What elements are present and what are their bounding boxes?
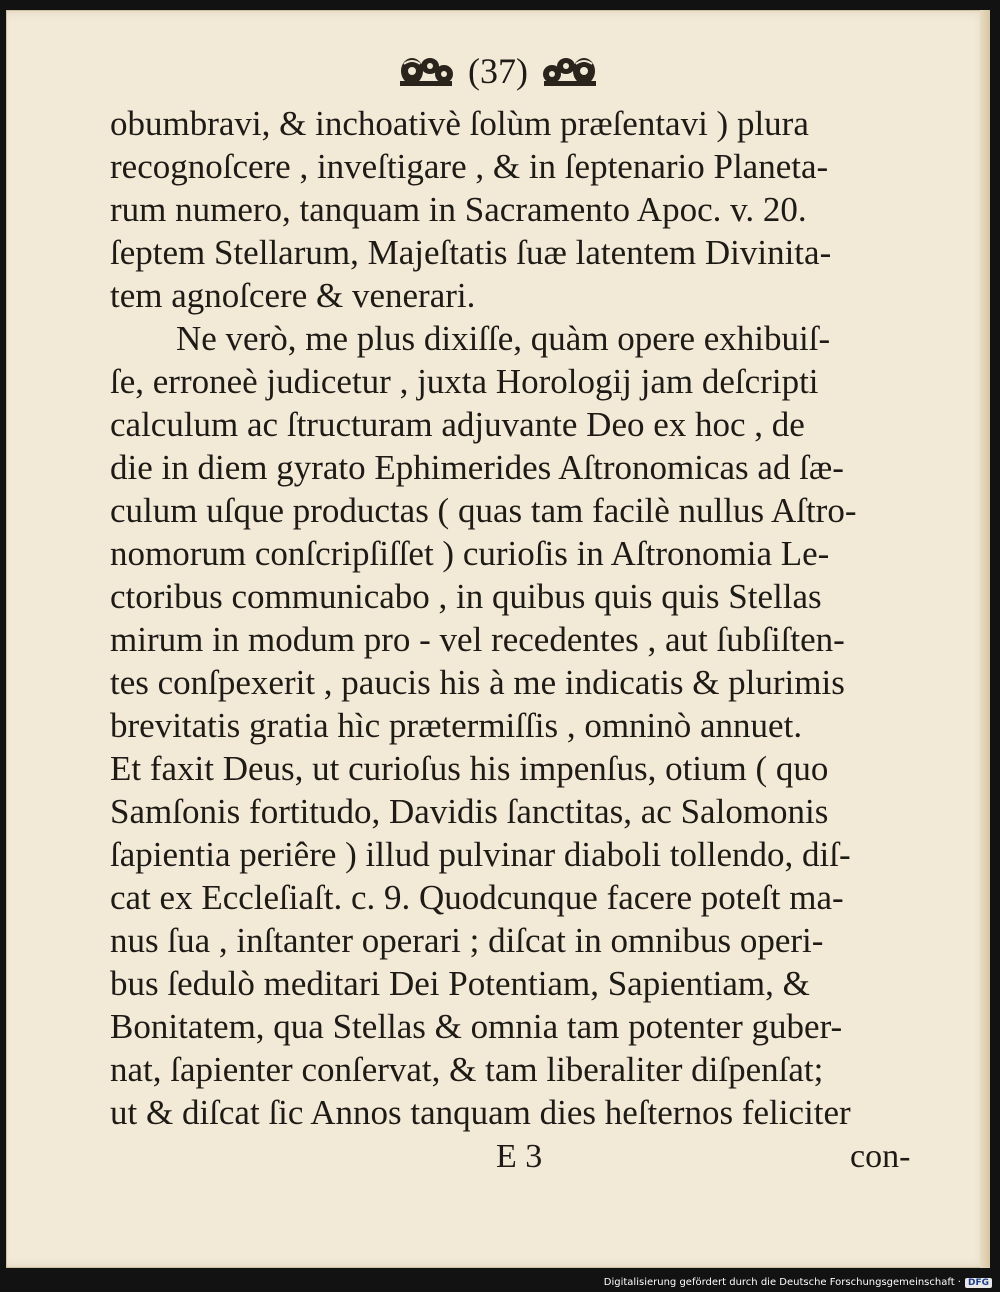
text-line: Samſonis fortitudo, Davidis ſanctitas, ac Salomonis [110, 792, 829, 831]
text-line: bus ſedulò meditari Dei Potentiam, Sapientiam, & [110, 964, 810, 1003]
digitization-credit [604, 1277, 992, 1288]
dfg-logo: DFG [965, 1278, 992, 1288]
text-line: Et faxit Deus, ut curioſus his impenſus, otium ( quo [110, 749, 829, 788]
text-line: tem agnoſcere & venerari. [110, 276, 476, 315]
body-text [110, 102, 910, 1134]
text-line: culum uſque productas ( quas tam facilè nullus Aſtro- [110, 491, 857, 530]
text-line: recognoſcere , inveſtigare , & in ſeptenario Planeta- [110, 147, 829, 186]
text-line: cat ex Eccleſiaſt. c. 9. Quodcunque facere poteſt ma- [110, 878, 844, 917]
text-line: rum numero, tanquam in Sacramento Apoc. v. 20. [110, 190, 807, 229]
text-line: nomorum conſcripſiſſet ) curioſis in Aſtronomia Le- [110, 534, 830, 573]
signature-mark: E 3 [496, 1138, 543, 1175]
text-line: ſapientia periêre ) illud pulvinar diaboli tollendo, diſ- [110, 835, 851, 874]
text-line: calculum ac ſtructuram adjuvante Deo ex hoc , de [110, 405, 805, 444]
text-line: ut & diſcat ſic Annos tanquam dies heſternos feliciter [110, 1093, 851, 1132]
text-line: ſeptem Stellarum, Majeſtatis ſuæ latentem Divinita- [110, 233, 832, 272]
text-line-paragraph-start: Ne verò, me plus dixiſſe, quàm opere exhibuiſ- [176, 319, 831, 358]
floral-ornament-right-icon [540, 52, 600, 90]
credit-text: Digitalisierung gefördert durch die Deutsche Forschungsgemeinschaft · [603, 1277, 961, 1288]
text-line: ſe, erroneè judicetur , juxta Horologij jam deſcripti [110, 362, 819, 401]
catchword: con- [850, 1138, 911, 1175]
text-line: nat, ſapienter conſervat, & tam liberaliter diſpenſat; [110, 1050, 824, 1089]
page-number: (37) [468, 51, 528, 91]
text-line: brevitatis gratia hìc prætermiſſis , omninò annuet. [110, 706, 803, 745]
text-line: tes conſpexerit , paucis his à me indicatis & plurimis [110, 663, 845, 702]
book-page [6, 10, 990, 1268]
text-line: mirum in modum pro - vel recedentes , aut ſubſiſten- [110, 620, 845, 659]
page-edge [980, 10, 990, 1268]
text-line: die in diem gyrato Ephimerides Aſtronomicas ad ſæ- [110, 448, 844, 487]
text-line: ctoribus communicabo , in quibus quis quis Stellas [110, 577, 822, 616]
page-header [6, 50, 990, 92]
floral-ornament-left-icon [396, 52, 456, 90]
text-line: nus ſua , inſtanter operari ; diſcat in omnibus operi- [110, 921, 824, 960]
text-line: obumbravi, & inchoativè ſolùm præſentavi ) plura [110, 104, 809, 143]
text-line: Bonitatem, qua Stellas & omnia tam potenter guber- [110, 1007, 843, 1046]
